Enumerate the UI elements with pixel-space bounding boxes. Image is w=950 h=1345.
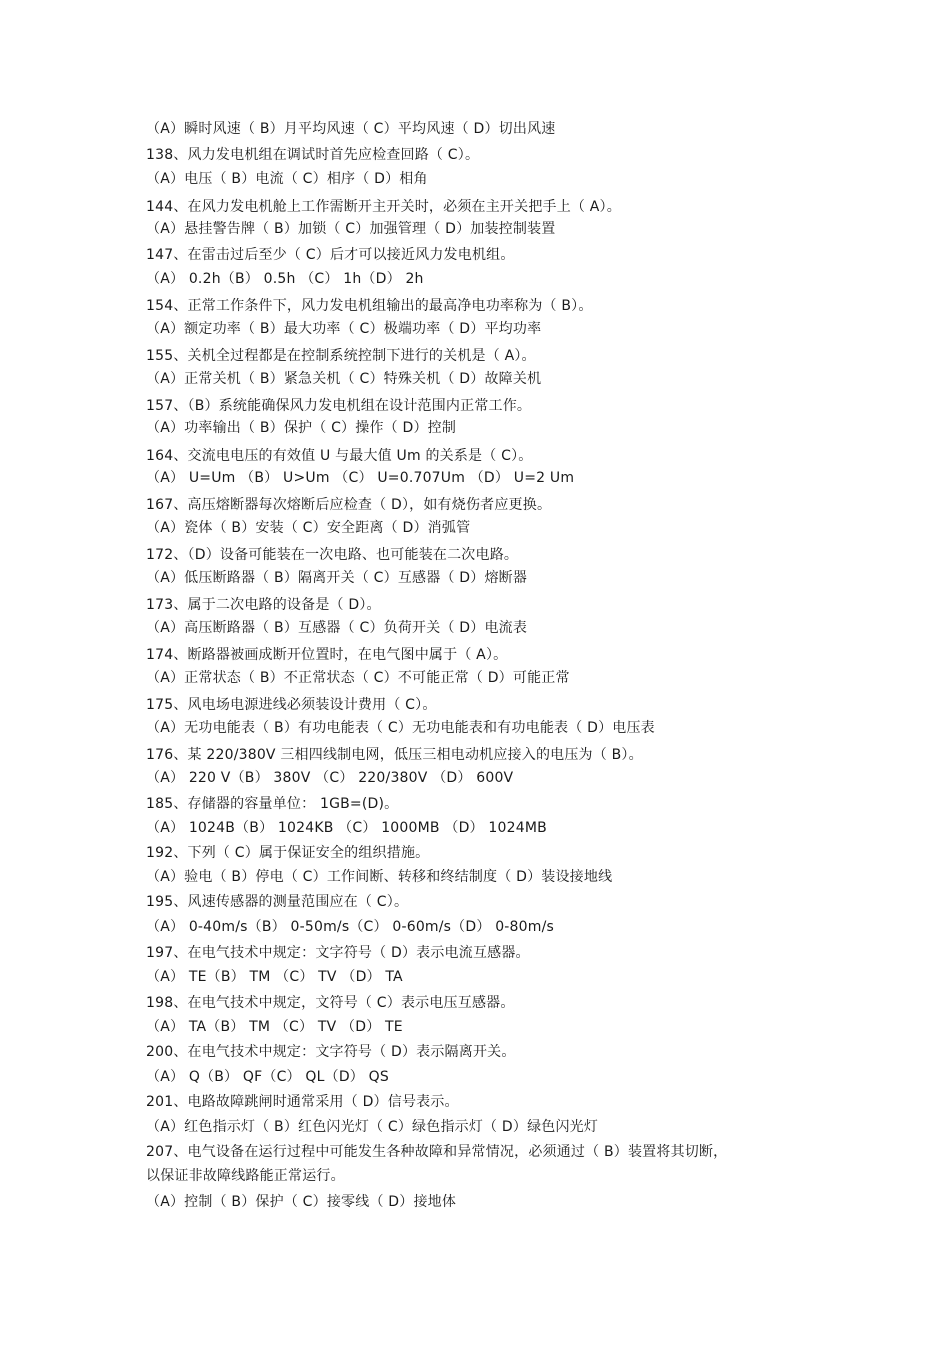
text-line: （A） TA（B） TM （C） TV （D） TE	[146, 1019, 403, 1035]
text-line: （A）瞬时风速（ B）月平均风速（ C）平均风速（ D）切出风速	[146, 121, 556, 137]
text-line: 197、在电气技术中规定：文字符号（ D）表示电流互感器。	[146, 945, 530, 961]
text-line: 174、断路器被画成断开位置时，在电气图中属于（ A）。	[146, 647, 508, 663]
text-line: 185、存储器的容量单位： 1GB=(D)。	[146, 796, 399, 812]
text-line: 198、在电气技术中规定，文符号（ C）表示电压互感器。	[146, 995, 515, 1011]
text-line: 154、正常工作条件下，风力发电机组输出的最高净电功率称为（ B）。	[146, 298, 593, 314]
text-line: （A） 220 V（B） 380V （C） 220/380V （D） 600V	[146, 770, 514, 786]
text-line: （A）瓷体（ B）安装（ C）安全距离（ D）消弧管	[146, 520, 471, 536]
text-line: 175、风电场电源进线必须装设计费用（ C）。	[146, 697, 437, 713]
text-line: （A）悬挂警告牌（ B）加锁（ C）加强管理（ D）加装控制装置	[146, 221, 556, 237]
text-line: （A）验电（ B）停电（ C）工作间断、转移和终结制度（ D）装设接地线	[146, 869, 613, 885]
text-line: （A）控制（ B）保护（ C）接零线（ D）接地体	[146, 1194, 457, 1210]
text-line: （A）无功电能表（ B）有功电能表（ C）无功电能表和有功电能表（ D）电压表	[146, 720, 655, 736]
text-line: 173、属于二次电路的设备是（ D）。	[146, 597, 381, 613]
text-line: （A）红色指示灯（ B）红色闪光灯（ C）绿色指示灯（ D）绿色闪光灯	[146, 1119, 599, 1135]
text-line: 200、在电气技术中规定：文字符号（ D）表示隔离开关。	[146, 1044, 516, 1060]
text-line: 201、电路故障跳闸时通常采用（ D）信号表示。	[146, 1094, 459, 1110]
text-line: （A）功率输出（ B）保护（ C）操作（ D）控制	[146, 420, 457, 436]
text-line: 164、交流电电压的有效值 U 与最大值 Um 的关系是（ C）。	[146, 448, 533, 464]
text-line: （A） Q（B） QF（C） QL（D） QS	[146, 1069, 389, 1085]
text-line: （A）高压断路器（ B）互感器（ C）负荷开关（ D）电流表	[146, 620, 528, 636]
text-line: （A）正常状态（ B）不正常状态（ C）不可能正常（ D）可能正常	[146, 670, 570, 686]
text-line: 155、关机全过程都是在控制系统控制下进行的关机是（ A）。	[146, 348, 536, 364]
text-line: 144、在风力发电机舱上工作需断开主开关时，必须在主开关把手上（ A）。	[146, 199, 621, 215]
text-line: 167、高压熔断器每次熔断后应检查（ D），如有烧伤者应更换。	[146, 497, 552, 513]
text-line: （A） 0.2h（B） 0.5h （C） 1h（D） 2h	[146, 271, 424, 287]
text-line: 172、（D）设备可能装在一次电路、也可能装在二次电路。	[146, 547, 519, 563]
text-line: （A）低压断路器（ B）隔离开关（ C）互感器（ D）熔断器	[146, 570, 528, 586]
text-line: （A）电压（ B）电流（ C）相序（ D）相角	[146, 171, 428, 187]
text-line: （A） U=Um （B） U>Um （C） U=0.707Um （D） U=2 Um	[146, 470, 575, 486]
text-line: （A）额定功率（ B）最大功率（ C）极端功率（ D）平均功率	[146, 321, 542, 337]
text-line: 157、（B）系统能确保风力发电机组在设计范围内正常工作。	[146, 398, 532, 414]
text-line: 138、风力发电机组在调试时首先应检查回路（ C）。	[146, 147, 480, 163]
text-line: 192、下列（ C）属于保证安全的组织措施。	[146, 845, 430, 861]
text-line: 以保证非故障线路能正常运行。	[146, 1168, 345, 1184]
text-line: 176、某 220/380V 三相四线制电网，低压三相电动机应接入的电压为（ B）。	[146, 747, 643, 763]
text-line: （A） 1024B（B） 1024KB （C） 1000MB （D） 1024MB	[146, 820, 547, 836]
text-line: （A） 0-40m/s（B） 0-50m/s（C） 0-60m/s（D） 0-80m/s	[146, 919, 555, 935]
text-line: 207、电气设备在运行过程中可能发生各种故障和异常情况，必须通过（ B）装置将其切断，	[146, 1144, 728, 1160]
text-line: 147、在雷击过后至少（ C）后才可以接近风力发电机组。	[146, 247, 515, 263]
text-line: （A）正常关机（ B）紧急关机（ C）特殊关机（ D）故障关机	[146, 371, 542, 387]
text-line: 195、风速传感器的测量范围应在（ C）。	[146, 894, 409, 910]
text-line: （A） TE（B） TM （C） TV （D） TA	[146, 969, 403, 985]
